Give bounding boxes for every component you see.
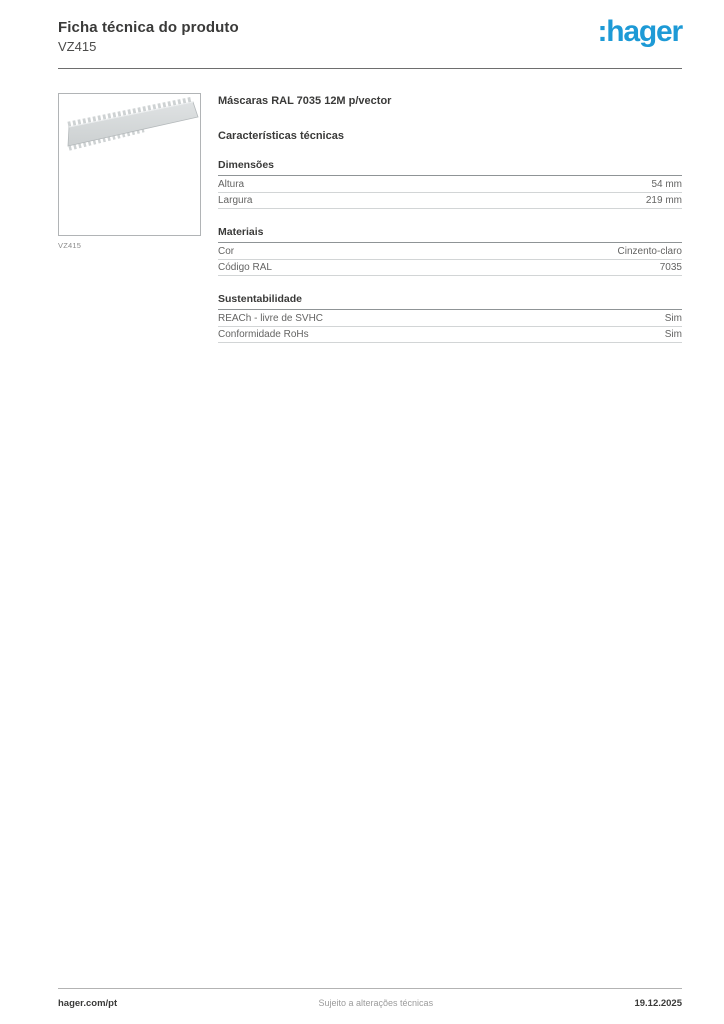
table-row (218, 327, 682, 344)
row-label: Largura (218, 195, 253, 206)
page-title: Ficha técnica do produto (58, 19, 239, 36)
table-row (218, 260, 682, 277)
section-heading: Sustentabilidade (218, 293, 682, 310)
footer-date: 19.12.2025 (634, 998, 682, 1009)
footer-website: hager.com/pt (58, 998, 118, 1009)
characteristics-heading: Características técnicas (218, 130, 344, 142)
product-title: Máscaras RAL 7035 12M p/vector (218, 95, 392, 107)
row-label: Altura (218, 178, 245, 190)
section-sustainability (218, 293, 682, 343)
table-row (218, 193, 682, 210)
table-row (218, 310, 682, 327)
row-value: Sim (664, 329, 682, 340)
hager-logo: :hager (597, 15, 682, 48)
table-row (218, 176, 682, 193)
section-materials (218, 226, 682, 276)
table-row (218, 243, 682, 260)
product-image (59, 94, 200, 235)
product-image-frame (58, 93, 201, 236)
section-dimensions (218, 159, 682, 209)
main-content (58, 93, 682, 343)
section-heading: Dimensões (218, 159, 682, 176)
row-label: Conformidade RoHs (218, 329, 309, 340)
product-image-caption: VZ415 (58, 241, 82, 250)
header-divider (58, 68, 682, 69)
product-details (218, 93, 682, 343)
row-value: Cinzento-claro (617, 245, 682, 257)
product-image-column (58, 93, 201, 343)
row-value: Sim (664, 312, 682, 324)
row-label: Código RAL (218, 262, 272, 273)
row-value: 7035 (659, 262, 682, 273)
header (58, 15, 682, 54)
row-value: 219 mm (645, 195, 682, 206)
row-value: 54 mm (651, 178, 682, 190)
section-heading: Materiais (218, 226, 682, 243)
footer (58, 988, 682, 1009)
row-label: REACh - livre de SVHC (218, 312, 324, 324)
row-label: Cor (218, 245, 235, 257)
product-reference: VZ415 (58, 39, 97, 54)
footer-disclaimer: Sujeito a alterações técnicas (318, 998, 434, 1008)
